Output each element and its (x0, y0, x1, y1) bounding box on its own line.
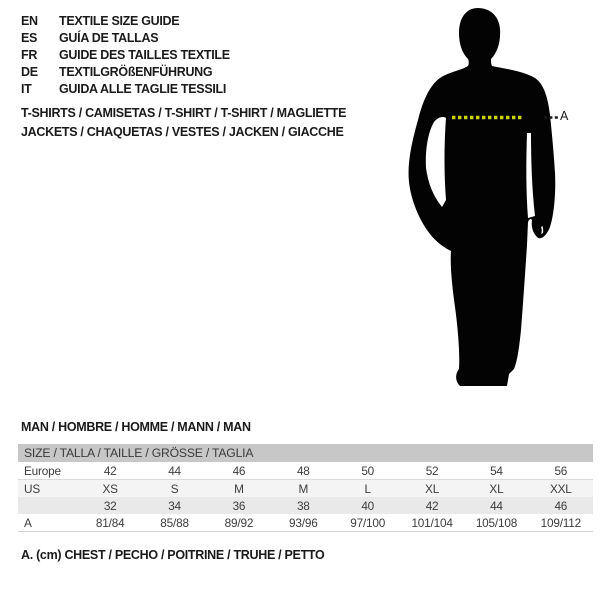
right-hand-notch (541, 226, 543, 234)
cell: 89/92 (207, 514, 271, 532)
cell: 34 (168, 498, 181, 513)
cell: 109/112 (529, 514, 593, 532)
cell: 52 (400, 462, 464, 480)
size-table-header: SIZE / TALLA / TAILLE / GRÖSSE / TAGLIA (18, 444, 593, 462)
language-label: TEXTILE SIZE GUIDE (59, 14, 180, 28)
cell: XL (489, 481, 504, 496)
cell: 81/84 (78, 514, 142, 532)
cell: 32 (103, 498, 117, 513)
table-row-us (18, 480, 593, 498)
table-row-europe (18, 462, 593, 480)
size-table (18, 444, 593, 532)
language-label: GUÍA DE TALLAS (59, 31, 159, 45)
cell: 48 (271, 462, 335, 480)
language-code: EN (21, 14, 38, 28)
language-code: IT (21, 82, 32, 96)
cell: XL (425, 481, 440, 496)
cell: XXL (549, 481, 572, 496)
category-list (21, 104, 346, 141)
language-row-it (21, 81, 230, 98)
cell: 105/108 (464, 514, 528, 532)
table-row-numeric (18, 497, 593, 514)
cell: 46 (554, 498, 568, 513)
language-list (21, 13, 230, 98)
cell: 42 (425, 498, 439, 513)
language-row-de (21, 64, 230, 81)
language-row-fr (21, 47, 230, 64)
cell: 54 (464, 462, 528, 480)
cell: 93/96 (271, 514, 335, 532)
category-jackets: JACKETS / CHAQUETAS / VESTES / JACKEN / GIACCHE (21, 124, 344, 139)
man-body-shape (409, 8, 556, 386)
row-label: Europe (18, 462, 78, 480)
measure-label-a: A (560, 109, 569, 123)
row-label (18, 497, 78, 514)
row-label: A (18, 514, 78, 532)
cell: 50 (336, 462, 400, 480)
cell: 40 (361, 498, 375, 513)
left-arm-gap (426, 117, 446, 207)
language-code: ES (21, 31, 38, 45)
language-row-en (21, 13, 230, 30)
cell: M (298, 481, 309, 496)
cell: 97/100 (336, 514, 400, 532)
cell: 85/88 (142, 514, 206, 532)
section-title-man: MAN / HOMBRE / HOMME / MANN / MAN (21, 420, 251, 434)
size-table-header-row (18, 444, 593, 462)
cell: 56 (529, 462, 593, 480)
cell: 44 (490, 498, 503, 513)
table-row-chest (18, 514, 593, 532)
cell: 42 (78, 462, 142, 480)
cell: S (170, 481, 179, 496)
cell: XS (102, 481, 118, 496)
language-code: FR (21, 48, 38, 62)
language-label: GUIDE DES TAILLES TEXTILE (59, 48, 230, 62)
measurement-footnote: A. (cm) CHEST / PECHO / POITRINE / TRUHE / PETTO (21, 548, 325, 562)
cell: 36 (232, 498, 246, 513)
cell: M (234, 481, 244, 496)
category-tshirts: T-SHIRTS / CAMISETAS / T-SHIRT / T-SHIRT / MAGLIETTE (21, 106, 347, 120)
cell: 38 (296, 498, 310, 513)
cell: 101/104 (400, 514, 464, 532)
row-label: US (24, 481, 40, 496)
cell: 46 (207, 462, 271, 480)
language-label: GUIDA ALLE TAGLIE TESSILI (59, 82, 227, 96)
language-row-es (21, 30, 230, 47)
language-label: TEXTILGRÖßENFÜHRUNG (59, 65, 213, 79)
language-code: DE (21, 65, 38, 79)
right-arm-gap (526, 133, 535, 218)
cell: L (364, 481, 371, 496)
cell: 44 (142, 462, 206, 480)
